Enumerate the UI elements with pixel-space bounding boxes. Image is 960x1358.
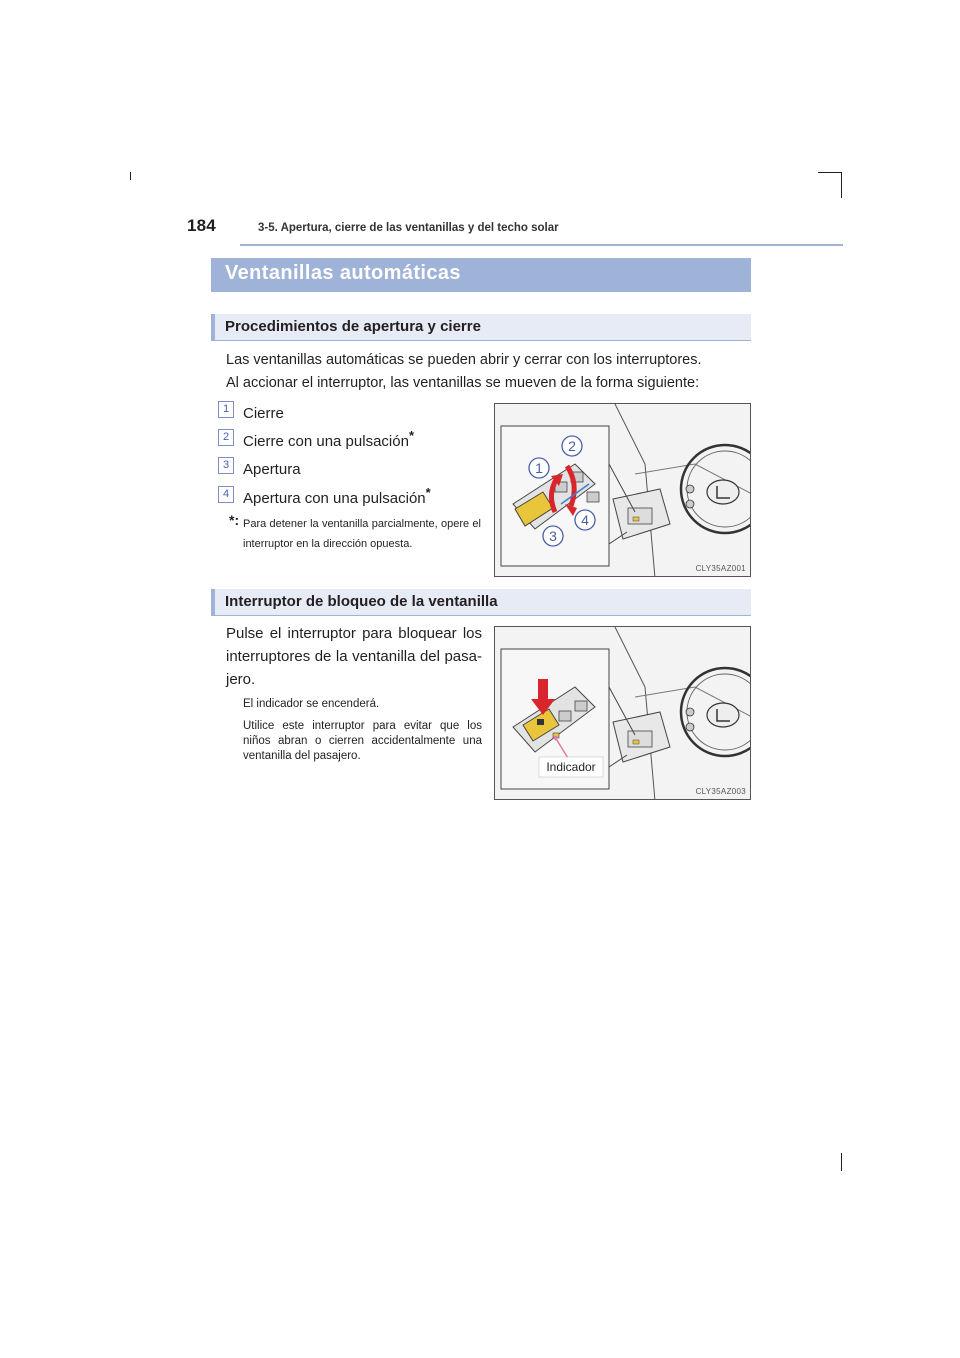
callout-4: 4 [581, 512, 589, 528]
section-heading-bar-1 [211, 314, 751, 341]
intro-line-1: Las ventanillas automáticas se pueden abrir y cerrar con los interruptores. [226, 352, 702, 368]
list-item-label: Cierre con una pulsación* [243, 428, 414, 450]
section-heading-1: Procedimientos de apertura y cierre [225, 318, 481, 335]
crop-mark-bottom-right [841, 1153, 842, 1171]
footnote-text: Para detener la ventanilla parcialmente, opere el interruptor en la dirección opuesta. [243, 518, 481, 550]
crop-mark-top-left [130, 172, 131, 180]
section-path: 3-5. Apertura, cierre de las ventanillas y del techo solar [258, 222, 559, 234]
step-number-badge: 1 [218, 401, 234, 418]
list-item-label: Cierre [243, 405, 284, 422]
heading-accent [211, 589, 215, 616]
crop-mark-top-right-v [841, 172, 842, 198]
figure-code: CLY35AZ003 [695, 787, 746, 796]
header-rule [240, 244, 843, 246]
footnote-marker: *: [229, 512, 240, 528]
heading-accent [211, 314, 215, 341]
crop-mark-top-right-h [818, 172, 842, 173]
callout-1: 1 [535, 460, 543, 476]
window-switch-illustration [494, 403, 751, 577]
note-indicator: El indicador se encenderá. [243, 698, 380, 710]
indicator-label: Indicador [546, 760, 596, 774]
page-number: 184 [187, 216, 216, 235]
step-number-badge: 2 [218, 429, 234, 446]
intro-line-2: Al accionar el interruptor, las ventanillas se mueven de la forma siguiente: [226, 375, 700, 391]
lock-switch-illustration [494, 626, 751, 800]
callout-3: 3 [549, 528, 557, 544]
page-title: Ventanillas automáticas [225, 262, 461, 284]
lock-switch-instruction: Pulse el interruptor para bloquear los interruptores de la ventanilla del pasa-jero. [226, 625, 482, 688]
list-item-label: Apertura [243, 461, 301, 478]
note-children-safety: Utilice este interruptor para evitar que los niños abran o cierren accidentalmente una ventanilla del pasajero. [243, 720, 482, 762]
callout-2: 2 [568, 438, 576, 454]
step-number-badge: 4 [218, 486, 234, 503]
list-item-label: Apertura con una pulsación* [243, 485, 431, 507]
section-heading-2: Interruptor de bloqueo de la ventanilla [225, 593, 498, 610]
figure-code: CLY35AZ001 [695, 564, 746, 573]
page-title-bar [211, 258, 751, 292]
section-heading-bar-2 [211, 589, 751, 616]
step-number-badge: 3 [218, 457, 234, 474]
